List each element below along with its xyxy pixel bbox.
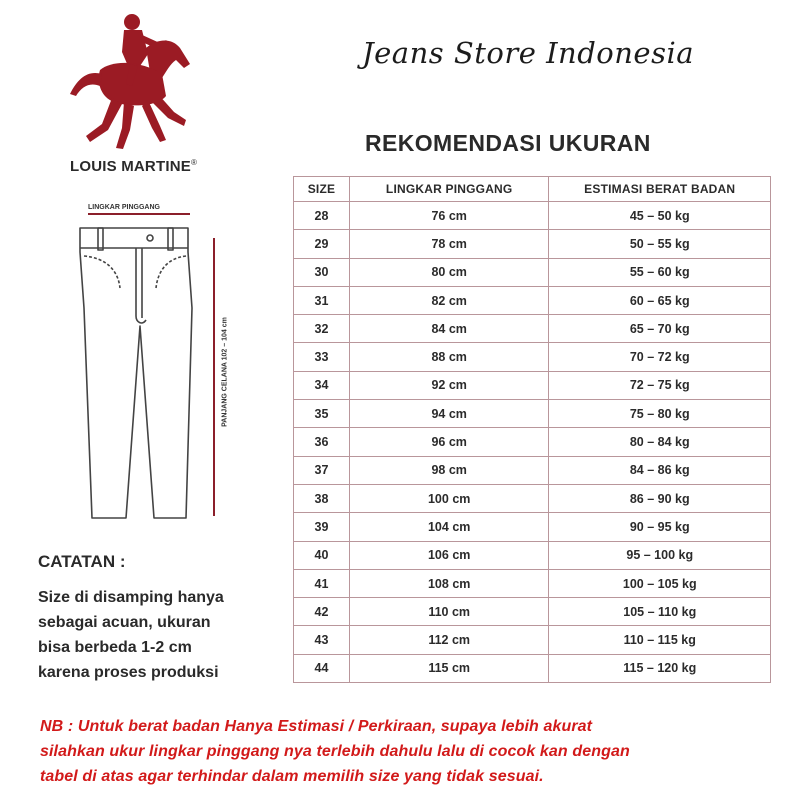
table-row — [294, 202, 771, 230]
table-row — [294, 343, 771, 371]
table-row — [294, 258, 771, 286]
registered-mark: ® — [190, 158, 198, 167]
table-row — [294, 569, 771, 597]
size-cell: 30 — [294, 258, 350, 286]
table-row — [294, 230, 771, 258]
waist-cell: 76 cm — [349, 202, 549, 230]
table-row — [294, 626, 771, 654]
header-waist: LINGKAR PINGGANG — [349, 177, 549, 202]
weight-cell: 115 – 120 kg — [549, 654, 771, 682]
waist-cell: 84 cm — [349, 315, 549, 343]
size-cell: 32 — [294, 315, 350, 343]
weight-cell: 100 – 105 kg — [549, 569, 771, 597]
weight-cell: 45 – 50 kg — [549, 202, 771, 230]
table-row — [294, 400, 771, 428]
brand-logo — [62, 8, 252, 186]
size-cell: 36 — [294, 428, 350, 456]
weight-cell: 72 – 75 kg — [549, 371, 771, 399]
weight-cell: 55 – 60 kg — [549, 258, 771, 286]
weight-cell: 110 – 115 kg — [549, 626, 771, 654]
table-header-row — [294, 177, 771, 202]
size-cell: 34 — [294, 371, 350, 399]
size-cell: 31 — [294, 286, 350, 314]
waist-cell: 100 cm — [349, 484, 549, 512]
waist-cell: 115 cm — [349, 654, 549, 682]
weight-cell: 84 – 86 kg — [549, 456, 771, 484]
waist-cell: 96 cm — [349, 428, 549, 456]
table-row — [294, 513, 771, 541]
weight-cell: 86 – 90 kg — [549, 484, 771, 512]
waist-cell: 106 cm — [349, 541, 549, 569]
waist-cell: 110 cm — [349, 598, 549, 626]
weight-cell: 70 – 72 kg — [549, 343, 771, 371]
waist-cell: 82 cm — [349, 286, 549, 314]
notes-line: karena proses produksi — [38, 664, 219, 681]
notes-line: bisa berbeda 1-2 cm — [38, 639, 192, 656]
size-cell: 44 — [294, 654, 350, 682]
weight-cell: 65 – 70 kg — [549, 315, 771, 343]
table-row — [294, 428, 771, 456]
weight-cell: 75 – 80 kg — [549, 400, 771, 428]
waist-cell: 80 cm — [349, 258, 549, 286]
store-name: Jeans Store Indonesia — [362, 36, 695, 70]
table-row — [294, 371, 771, 399]
waist-cell: 112 cm — [349, 626, 549, 654]
pants-diagram — [70, 198, 240, 528]
weight-cell: 60 – 65 kg — [549, 286, 771, 314]
waist-cell: 92 cm — [349, 371, 549, 399]
header-size: SIZE — [294, 177, 350, 202]
size-cell: 35 — [294, 400, 350, 428]
brand-name — [70, 158, 250, 175]
waist-cell: 98 cm — [349, 456, 549, 484]
waist-cell: 104 cm — [349, 513, 549, 541]
header-weight: ESTIMASI BERAT BADAN — [549, 177, 771, 202]
notes-line: sebagai acuan, ukuran — [38, 614, 211, 631]
weight-cell: 80 – 84 kg — [549, 428, 771, 456]
size-cell: 38 — [294, 484, 350, 512]
size-cell: 43 — [294, 626, 350, 654]
notes-line: Size di disamping hanya — [38, 589, 224, 606]
size-cell: 41 — [294, 569, 350, 597]
table-row — [294, 315, 771, 343]
size-table — [293, 176, 771, 683]
nb-line: silahkan ukur lingkar pinggang nya terlebih dahulu lalu di cocok kan dengan — [40, 743, 630, 760]
table-row — [294, 654, 771, 682]
size-cell: 42 — [294, 598, 350, 626]
waist-cell: 94 cm — [349, 400, 549, 428]
size-cell: 40 — [294, 541, 350, 569]
size-cell: 33 — [294, 343, 350, 371]
table-row — [294, 286, 771, 314]
length-label: PANJANG CELANA 102 – 104 cm — [221, 317, 229, 427]
nb-line: NB : Untuk berat badan Hanya Estimasi / Perkiraan, supaya lebih akurat — [40, 718, 593, 735]
table-title: REKOMENDASI UKURAN — [365, 130, 651, 156]
nb-line: tabel di atas agar terhindar dalam memilih size yang tidak sesuai. — [40, 768, 544, 785]
size-cell: 28 — [294, 202, 350, 230]
table-row — [294, 456, 771, 484]
waist-cell: 108 cm — [349, 569, 549, 597]
size-cell: 37 — [294, 456, 350, 484]
weight-cell: 105 – 110 kg — [549, 598, 771, 626]
size-cell: 29 — [294, 230, 350, 258]
weight-cell: 50 – 55 kg — [549, 230, 771, 258]
table-row — [294, 541, 771, 569]
notes-title: CATATAN : — [38, 552, 126, 571]
waist-cell: 88 cm — [349, 343, 549, 371]
weight-cell: 90 – 95 kg — [549, 513, 771, 541]
table-row — [294, 598, 771, 626]
waist-cell: 78 cm — [349, 230, 549, 258]
brand-name-text: LOUIS MARTINE — [70, 158, 191, 175]
horse-rider-logo-icon — [62, 8, 212, 158]
table-row — [294, 484, 771, 512]
waist-label: LINGKAR PINGGANG — [88, 204, 160, 211]
weight-cell: 95 – 100 kg — [549, 541, 771, 569]
size-cell: 39 — [294, 513, 350, 541]
